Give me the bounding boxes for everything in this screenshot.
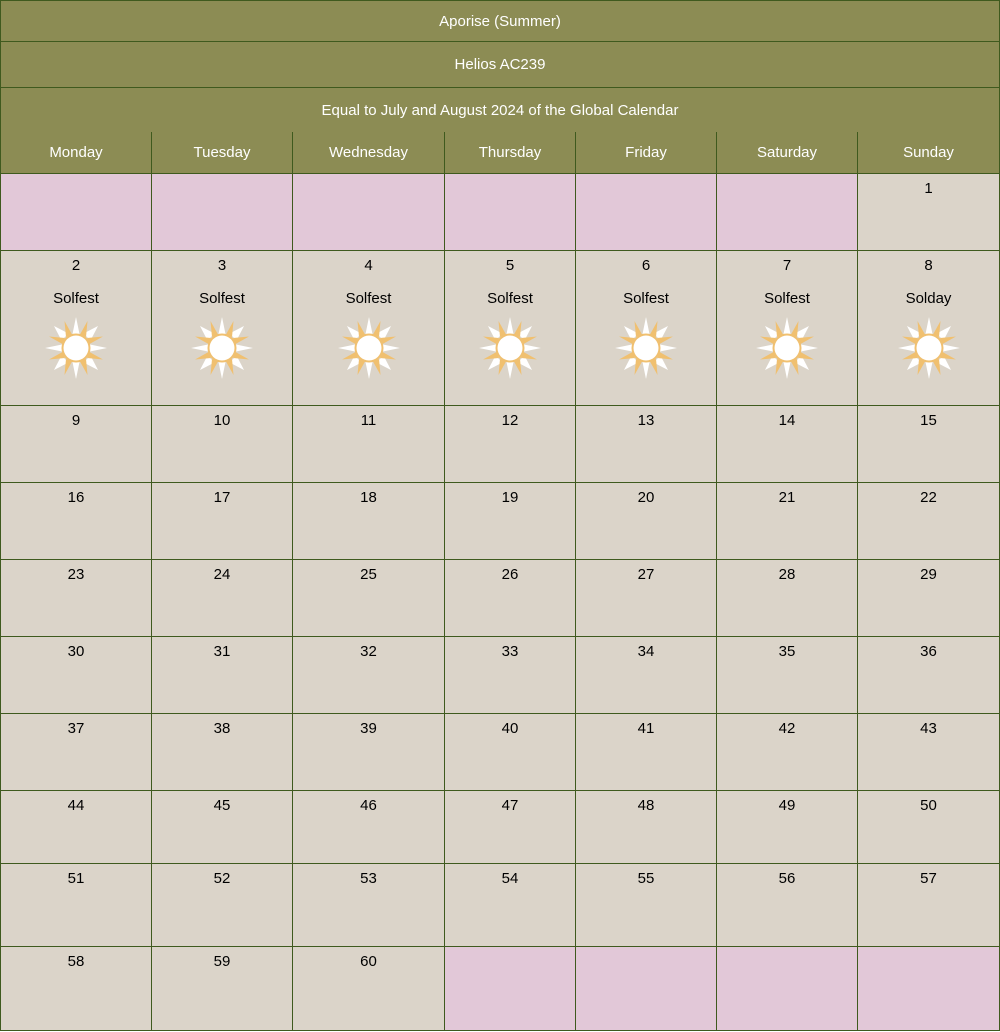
day-cell[interactable] [0, 251, 152, 406]
day-cell[interactable] [858, 560, 1000, 637]
day-cell[interactable] [858, 637, 1000, 714]
day-cell[interactable] [0, 483, 152, 560]
day-number: 22 [920, 489, 937, 506]
day-number: 38 [213, 720, 231, 737]
day-cell[interactable] [152, 791, 293, 864]
day-number: 52 [213, 870, 231, 887]
day-cell[interactable] [717, 791, 858, 864]
day-number: 15 [920, 412, 937, 429]
day-cell[interactable] [858, 174, 1000, 251]
day-number: 54 [501, 870, 519, 887]
day-number: 29 [920, 566, 937, 583]
day-number: 12 [501, 412, 519, 429]
day-cell[interactable] [152, 406, 293, 483]
day-number: 2 [71, 257, 81, 274]
day-number: 13 [637, 412, 655, 429]
day-cell[interactable] [576, 791, 717, 864]
day-cell[interactable] [293, 483, 445, 560]
day-number: 47 [501, 797, 519, 814]
day-cell[interactable] [445, 483, 576, 560]
day-number: 4 [364, 257, 373, 274]
day-number: 21 [778, 489, 796, 506]
weekday-header-thursday: Thursday [445, 132, 576, 174]
day-number: 59 [213, 953, 231, 970]
day-cell[interactable] [576, 864, 717, 947]
day-cell[interactable] [576, 483, 717, 560]
day-number: 41 [637, 720, 655, 737]
day-number: 7 [782, 257, 792, 274]
day-number: 56 [778, 870, 796, 887]
day-cell[interactable] [0, 637, 152, 714]
day-number: 6 [641, 257, 651, 274]
day-number: 37 [67, 720, 85, 737]
day-cell[interactable] [445, 864, 576, 947]
day-number: 33 [501, 643, 519, 660]
day-number: 14 [778, 412, 796, 429]
day-number: 43 [920, 720, 937, 737]
event-label: Solfest [53, 290, 99, 307]
day-cell[interactable] [293, 864, 445, 947]
day-cell[interactable] [445, 637, 576, 714]
sun-icon [896, 315, 962, 381]
sun-icon [336, 315, 402, 381]
sun-icon [477, 315, 543, 381]
day-number: 28 [778, 566, 796, 583]
day-cell[interactable] [717, 714, 858, 791]
day-cell[interactable] [576, 251, 717, 406]
day-cell[interactable] [0, 406, 152, 483]
weekday-header-sunday: Sunday [858, 132, 1000, 174]
day-number: 5 [505, 257, 515, 274]
weekday-header-friday: Friday [576, 132, 717, 174]
event-label: Solfest [623, 290, 669, 307]
empty-cell [0, 174, 152, 251]
day-cell[interactable] [0, 791, 152, 864]
sun-icon [613, 315, 679, 381]
empty-cell [576, 947, 717, 1031]
event-label: Solday [905, 290, 952, 307]
event-label: Solfest [199, 290, 245, 307]
sun-icon [189, 315, 255, 381]
empty-cell [445, 947, 576, 1031]
day-cell[interactable] [445, 791, 576, 864]
weekday-header-tuesday: Tuesday [152, 132, 293, 174]
day-cell[interactable] [293, 947, 445, 1031]
sun-icon [754, 315, 820, 381]
empty-cell [576, 174, 717, 251]
day-number: 27 [637, 566, 655, 583]
day-number: 35 [778, 643, 796, 660]
day-cell[interactable] [152, 947, 293, 1031]
day-number: 30 [67, 643, 85, 660]
day-cell[interactable] [0, 714, 152, 791]
empty-cell [293, 174, 445, 251]
day-number: 44 [67, 797, 85, 814]
day-number: 17 [213, 489, 231, 506]
day-cell[interactable] [858, 251, 1000, 406]
month-title: Aporise (Summer) [0, 0, 1000, 42]
day-cell[interactable] [445, 406, 576, 483]
day-number: 19 [501, 489, 519, 506]
empty-cell [858, 947, 1000, 1031]
empty-cell [717, 174, 858, 251]
event-label: Solfest [764, 290, 810, 307]
day-number: 9 [71, 412, 81, 429]
day-cell[interactable] [858, 406, 1000, 483]
day-cell[interactable] [858, 714, 1000, 791]
day-number: 8 [924, 257, 933, 274]
day-number: 48 [637, 797, 655, 814]
day-cell[interactable] [717, 406, 858, 483]
day-number: 57 [920, 870, 937, 887]
day-number: 11 [360, 412, 377, 429]
day-number: 24 [213, 566, 231, 583]
day-cell[interactable] [293, 406, 445, 483]
day-cell[interactable] [152, 637, 293, 714]
year-title: Helios AC239 [0, 41, 1000, 88]
day-cell[interactable] [445, 714, 576, 791]
day-number: 32 [360, 643, 377, 660]
day-number: 51 [67, 870, 85, 887]
day-cell[interactable] [576, 560, 717, 637]
day-cell[interactable] [293, 791, 445, 864]
empty-cell [152, 174, 293, 251]
day-number: 45 [213, 797, 231, 814]
day-number: 10 [213, 412, 231, 429]
day-number: 34 [637, 643, 655, 660]
day-number: 36 [920, 643, 937, 660]
day-number: 18 [360, 489, 377, 506]
day-cell[interactable] [445, 560, 576, 637]
event-label: Solfest [487, 290, 533, 307]
day-number: 40 [501, 720, 519, 737]
day-cell[interactable] [717, 637, 858, 714]
day-cell[interactable] [152, 560, 293, 637]
day-cell[interactable] [717, 251, 858, 406]
empty-cell [717, 947, 858, 1031]
day-cell[interactable] [717, 483, 858, 560]
day-number: 23 [67, 566, 85, 583]
day-cell[interactable] [717, 864, 858, 947]
day-cell[interactable] [152, 251, 293, 406]
day-number: 16 [67, 489, 85, 506]
day-number: 42 [778, 720, 796, 737]
day-number: 58 [67, 953, 85, 970]
day-number: 60 [360, 953, 377, 970]
day-number: 20 [637, 489, 655, 506]
day-number: 55 [637, 870, 655, 887]
day-cell[interactable] [576, 714, 717, 791]
day-number: 39 [360, 720, 377, 737]
day-number: 25 [360, 566, 377, 583]
sun-icon [43, 315, 109, 381]
calendar-grid [0, 132, 1000, 1032]
weekday-header-saturday: Saturday [717, 132, 858, 174]
day-cell[interactable] [293, 251, 445, 406]
day-number: 1 [924, 180, 933, 197]
weekday-header-monday: Monday [0, 132, 152, 174]
day-number: 46 [360, 797, 377, 814]
day-cell[interactable] [858, 791, 1000, 864]
day-number: 50 [920, 797, 937, 814]
day-number: 26 [501, 566, 519, 583]
day-number: 3 [217, 257, 227, 274]
day-cell[interactable] [293, 637, 445, 714]
event-label: Solfest [345, 290, 392, 307]
day-cell[interactable] [717, 560, 858, 637]
weekday-header-wednesday: Wednesday [293, 132, 445, 174]
day-cell[interactable] [293, 714, 445, 791]
day-cell[interactable] [152, 864, 293, 947]
day-cell[interactable] [858, 483, 1000, 560]
day-cell[interactable] [152, 714, 293, 791]
day-cell[interactable] [858, 864, 1000, 947]
day-cell[interactable] [445, 251, 576, 406]
day-cell[interactable] [0, 864, 152, 947]
day-cell[interactable] [576, 406, 717, 483]
day-cell[interactable] [0, 947, 152, 1031]
day-cell[interactable] [293, 560, 445, 637]
calendar-equivalent-note: Equal to July and August 2024 of the Global Calendar [0, 87, 1000, 133]
day-number: 49 [778, 797, 796, 814]
day-cell[interactable] [576, 637, 717, 714]
day-number: 31 [213, 643, 231, 660]
day-number: 53 [360, 870, 377, 887]
day-cell[interactable] [0, 560, 152, 637]
day-cell[interactable] [152, 483, 293, 560]
empty-cell [445, 174, 576, 251]
